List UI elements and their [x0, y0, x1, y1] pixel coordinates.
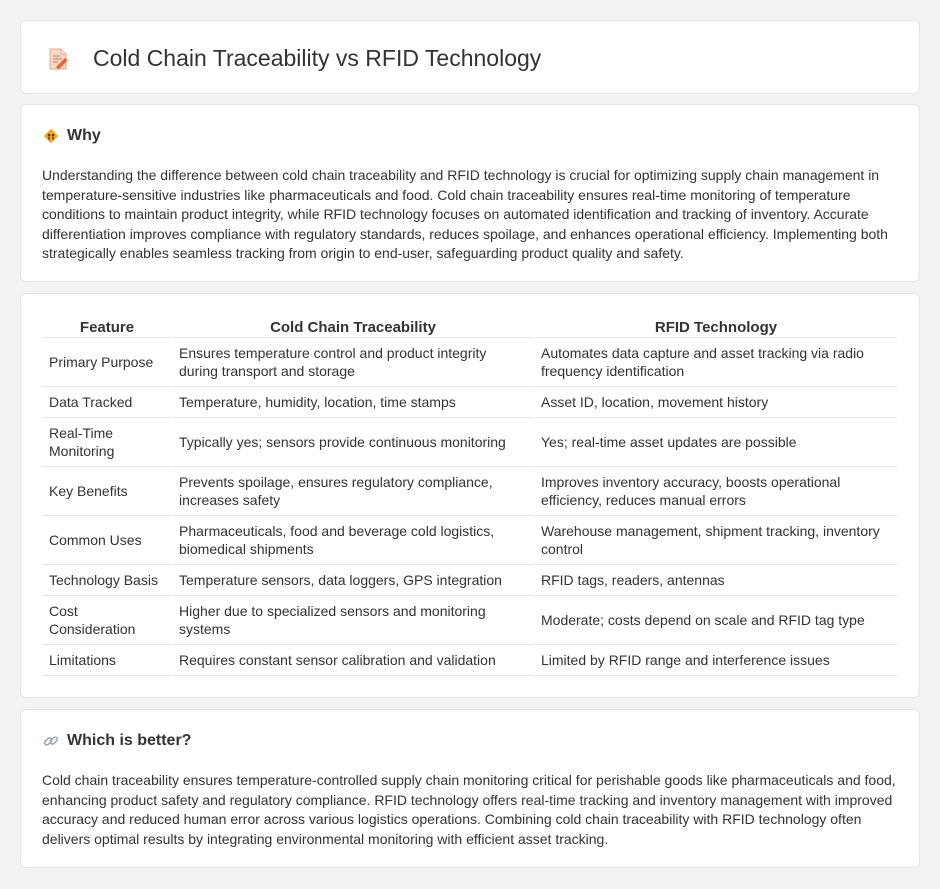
- page-title: Cold Chain Traceability vs RFID Technology: [93, 45, 542, 71]
- table-row: [43, 418, 897, 467]
- better-heading: Which is better?: [67, 732, 192, 749]
- cold-chain-cell: Prevents spoilage, ensures regulatory compliance, increases safety: [173, 467, 533, 516]
- cold-chain-cell: Pharmaceuticals, food and beverage cold logistics, biomedical shipments: [173, 516, 533, 565]
- better-text: Cold chain traceability ensures temperature-controlled supply chain monitoring critical for perishable goods like pharmaceuticals and food, enhancing product safety and regulatory compliance. RFID technology offers real-time tracking and inventory management with improved accuracy and reduced human error across various logistics operations. Combining cold chain traceability with RFID technology often delivers optimal results by integrating environmental monitoring with efficient asset tracking.: [42, 772, 896, 847]
- header-cold-chain: Cold Chain Traceability: [173, 316, 533, 338]
- which-better-section: [20, 709, 920, 868]
- table-header-row: [43, 316, 897, 338]
- comparison-section: [20, 293, 920, 698]
- cold-chain-cell: Requires constant sensor calibration and validation: [173, 645, 533, 676]
- link-icon: [43, 733, 59, 749]
- header-rfid: RFID Technology: [535, 316, 897, 338]
- feature-cell: Cost Consideration: [43, 596, 171, 645]
- cold-chain-cell: Typically yes; sensors provide continuous monitoring: [173, 418, 533, 467]
- feature-cell: Limitations: [43, 645, 171, 676]
- why-heading: Why: [67, 127, 101, 144]
- why-heading-row: [43, 127, 101, 145]
- why-section: [20, 104, 920, 282]
- table-row: [43, 387, 897, 418]
- rfid-cell: Limited by RFID range and interference issues: [535, 645, 897, 676]
- rfid-cell: Warehouse management, shipment tracking, inventory control: [535, 516, 897, 565]
- table-row: [43, 338, 897, 387]
- cold-chain-cell: Higher due to specialized sensors and monitoring systems: [173, 596, 533, 645]
- better-heading-row: [43, 732, 191, 750]
- feature-cell: Common Uses: [43, 516, 171, 565]
- cold-chain-cell: Temperature sensors, data loggers, GPS integration: [173, 565, 533, 596]
- rfid-cell: Asset ID, location, movement history: [535, 387, 897, 418]
- document-edit-icon: [47, 47, 69, 71]
- table-row: [43, 596, 897, 645]
- feature-cell: Primary Purpose: [43, 338, 171, 387]
- rfid-cell: Improves inventory accuracy, boosts operational efficiency, reduces manual errors: [535, 467, 897, 516]
- why-text: Understanding the difference between cold chain traceability and RFID technology is crucial for optimizing supply chain management in temperature-sensitive industries like pharmaceuticals and food. Cold chain traceability ensures real-time monitoring of temperature conditions to maintain product integrity, while RFID technology focuses on automated identification and tracking of inventory. Accurate differentiation improves compliance with regulatory standards, reduces spoilage, and enhances operational efficiency. Implementing both strategically enables seamless tracking from origin to end-user, safeguarding product quality and safety.: [42, 167, 888, 262]
- road-sign-icon: [43, 128, 59, 144]
- cold-chain-cell: Temperature, humidity, location, time stamps: [173, 387, 533, 418]
- rfid-cell: Automates data capture and asset tracking via radio frequency identification: [535, 338, 897, 387]
- header-feature: Feature: [43, 316, 171, 338]
- comparison-table: [41, 316, 899, 676]
- table-row: [43, 467, 897, 516]
- feature-cell: Technology Basis: [43, 565, 171, 596]
- title-card: [20, 20, 920, 94]
- rfid-cell: Moderate; costs depend on scale and RFID tag type: [535, 596, 897, 645]
- table-row: [43, 516, 897, 565]
- rfid-cell: Yes; real-time asset updates are possible: [535, 418, 897, 467]
- feature-cell: Data Tracked: [43, 387, 171, 418]
- table-row: [43, 565, 897, 596]
- feature-cell: Key Benefits: [43, 467, 171, 516]
- table-row: [43, 645, 897, 676]
- rfid-cell: RFID tags, readers, antennas: [535, 565, 897, 596]
- feature-cell: Real-Time Monitoring: [43, 418, 171, 467]
- cold-chain-cell: Ensures temperature control and product integrity during transport and storage: [173, 338, 533, 387]
